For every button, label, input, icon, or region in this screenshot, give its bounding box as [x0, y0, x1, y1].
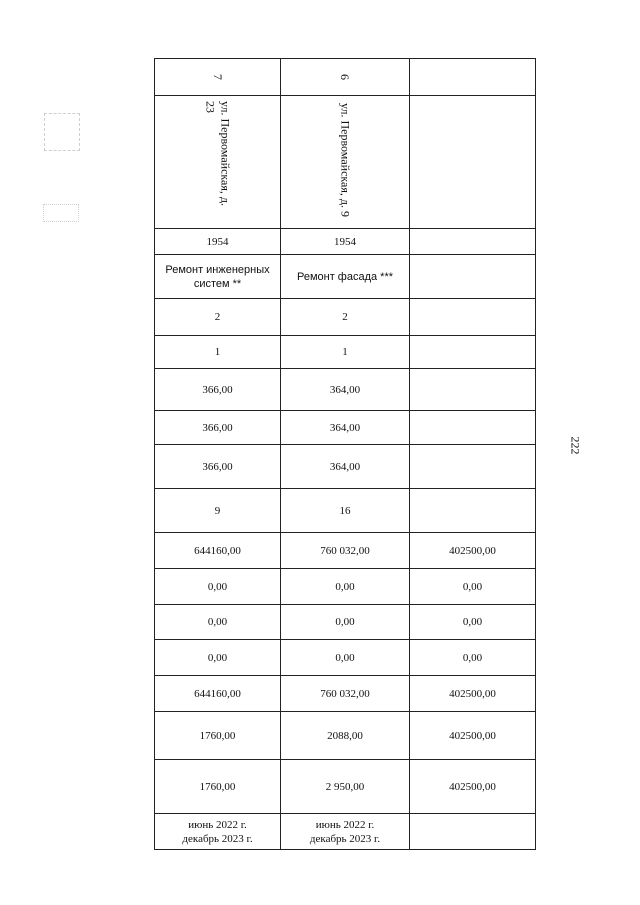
table-row [155, 712, 536, 760]
table-cell: 364,00 [281, 369, 410, 411]
column-number: 6 [338, 73, 352, 80]
table-cell: 1954 [155, 229, 281, 255]
table-cell: 0,00 [155, 605, 281, 640]
table-row [155, 299, 536, 336]
table-cell: 2 950,00 [281, 760, 410, 814]
period-end: декабрь 2023 г. [182, 832, 253, 845]
period-start: июнь 2022 г. [315, 818, 375, 831]
column-number: 7 [210, 73, 225, 80]
address-text: ул. Первомайская, д. 23 [203, 101, 233, 206]
table-cell: 0,00 [410, 605, 536, 640]
table-row [155, 760, 536, 814]
table-cell: 402500,00 [410, 712, 536, 760]
table-cell: 0,00 [155, 640, 281, 676]
works-table [154, 58, 536, 850]
table-cell: 0,00 [410, 640, 536, 676]
table-row [155, 445, 536, 489]
table-cell [410, 336, 536, 369]
period-end: декабрь 2023 г. [309, 832, 381, 845]
table-cell: 760 032,00 [281, 676, 410, 712]
table-cell: 366,00 [155, 445, 281, 489]
table-cell: Ремонт инженерных систем ** [155, 255, 281, 299]
address-text: ул. Первомайская, д. 9 [338, 103, 353, 217]
table-cell [155, 814, 281, 850]
table-row-column-numbers [155, 59, 536, 96]
table-cell: 644160,00 [155, 676, 281, 712]
table-row-work-type [155, 255, 536, 299]
table-cell [410, 229, 536, 255]
table-cell [410, 255, 536, 299]
table-cell: 9 [155, 489, 281, 533]
table-cell: 2 [155, 299, 281, 336]
table-cell: 364,00 [281, 411, 410, 445]
table-row-address [155, 96, 536, 229]
page-number: 222 [568, 436, 583, 455]
table-cell: 0,00 [281, 569, 410, 605]
table-cell [410, 59, 536, 96]
table-cell [410, 411, 536, 445]
table-cell: 366,00 [155, 411, 281, 445]
table-row [155, 369, 536, 411]
table-cell: 0,00 [410, 569, 536, 605]
table-cell [410, 369, 536, 411]
table-cell [155, 59, 281, 96]
table-cell: 402500,00 [410, 760, 536, 814]
table-cell [281, 59, 410, 96]
table-cell: 760 032,00 [281, 533, 410, 569]
table-cell: 1 [281, 336, 410, 369]
table-row-year [155, 229, 536, 255]
table-cell [281, 814, 410, 850]
table-cell: 364,00 [281, 445, 410, 489]
table-cell [410, 814, 536, 850]
table-cell: 1760,00 [155, 712, 281, 760]
table-cell: 2088,00 [281, 712, 410, 760]
table-cell: 644160,00 [155, 533, 281, 569]
table-row-period [155, 814, 536, 850]
table-cell: 16 [281, 489, 410, 533]
table-cell: 366,00 [155, 369, 281, 411]
scan-artifact [44, 113, 80, 151]
table-cell: 1 [155, 336, 281, 369]
table-row [155, 533, 536, 569]
table-cell [410, 445, 536, 489]
table-cell: 0,00 [281, 605, 410, 640]
table-cell: Ремонт фасада *** [281, 255, 410, 299]
table-cell [410, 489, 536, 533]
table-cell: 1760,00 [155, 760, 281, 814]
table-cell: 1954 [281, 229, 410, 255]
table-row [155, 411, 536, 445]
table-cell: 402500,00 [410, 676, 536, 712]
table-row [155, 569, 536, 605]
table-row [155, 640, 536, 676]
table-cell: 402500,00 [410, 533, 536, 569]
table-row [155, 605, 536, 640]
table-cell: 0,00 [155, 569, 281, 605]
table-cell [155, 96, 281, 229]
table-row [155, 336, 536, 369]
table-cell [410, 299, 536, 336]
table-cell: 2 [281, 299, 410, 336]
scan-artifact [43, 204, 79, 222]
table-row [155, 489, 536, 533]
table-cell [281, 96, 410, 229]
table-row [155, 676, 536, 712]
table-cell: 0,00 [281, 640, 410, 676]
table-cell [410, 96, 536, 229]
period-start: июнь 2022 г. [188, 818, 247, 831]
